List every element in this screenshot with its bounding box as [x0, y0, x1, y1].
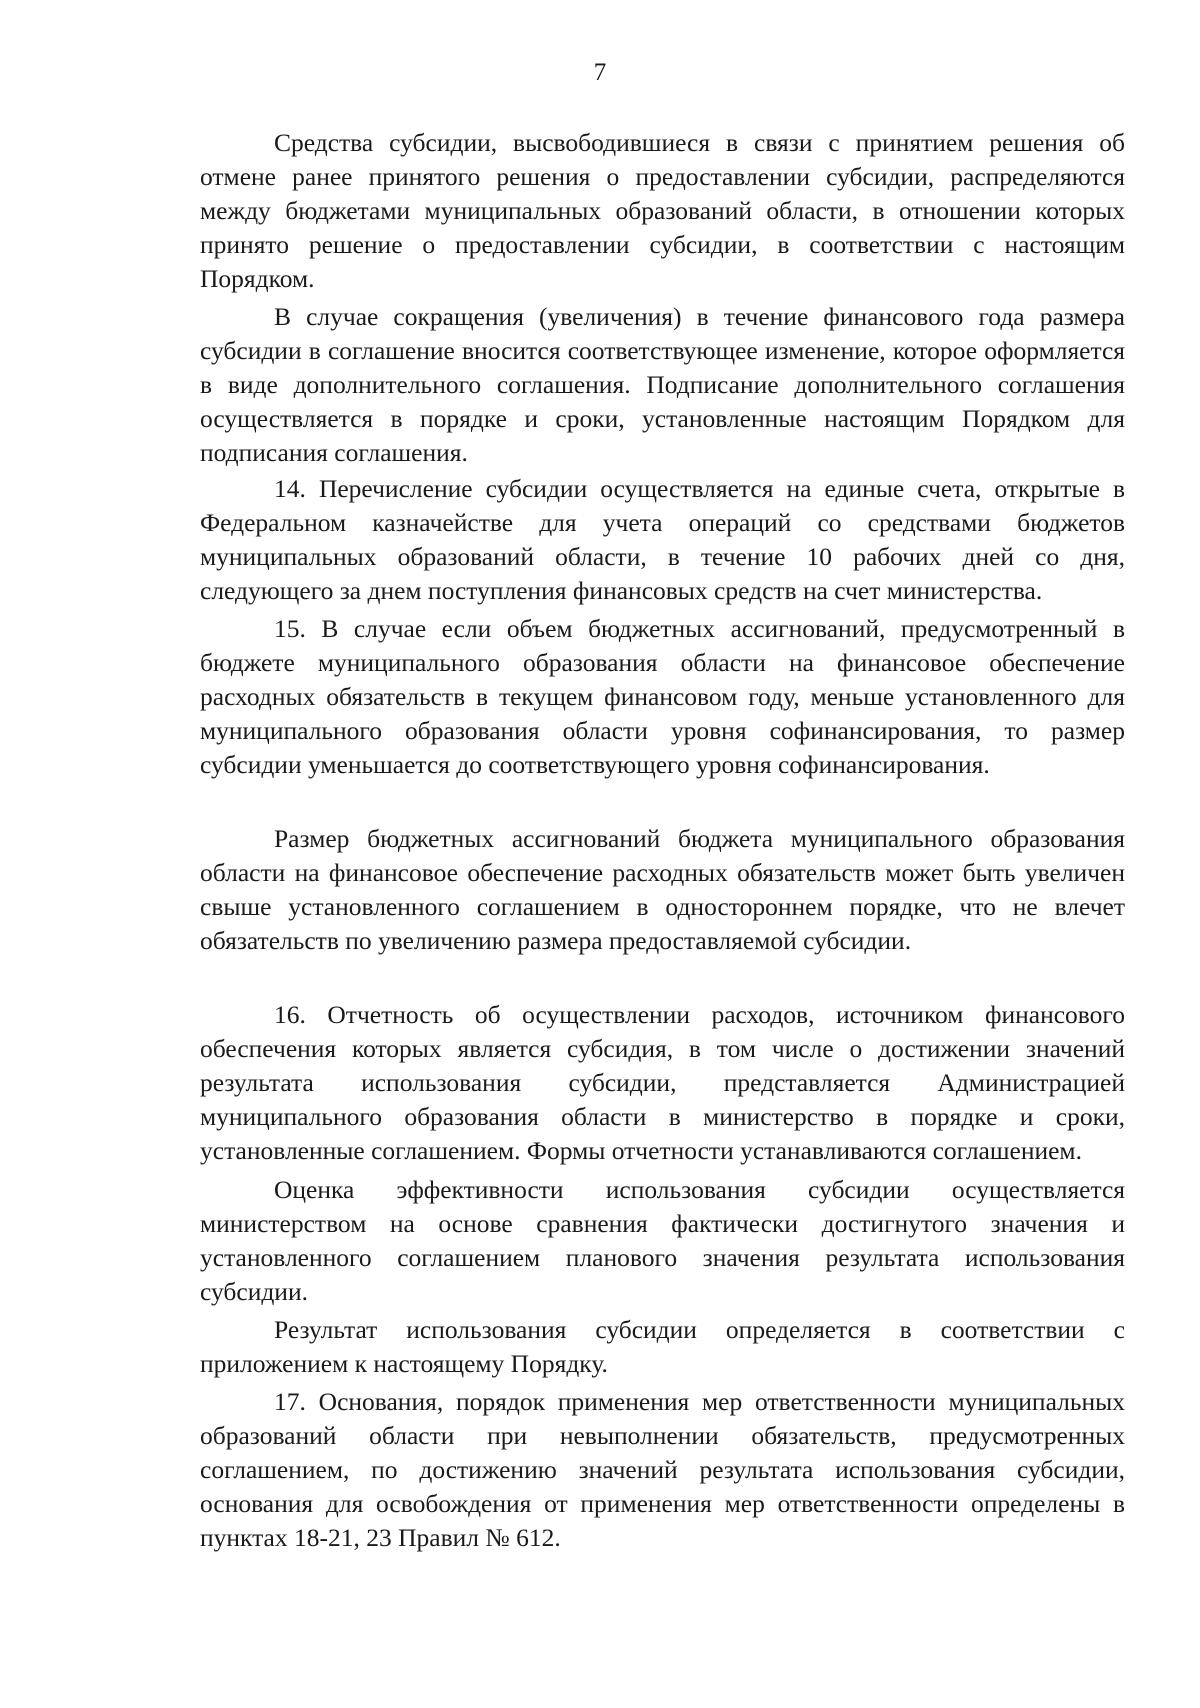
- paragraph-efficiency-assessment: Оценка эффективности использования субсидии осуществляется министерством на основе сравнения фактически достигнутого значения и установленного соглашением планового значения результата использования субсидии.: [200, 1175, 1125, 1306]
- paragraph-subsidy-change: В случае сокращения (увеличения) в течение финансового года размера субсидии в соглашение вносится соответствующее изменение, которое оформляется в виде дополнительного соглашения. Подписание дополнительного соглашения осуществляется в порядке и сроки, установленные настоящим Порядком для подписания соглашения.: [200, 302, 1125, 467]
- paragraph-released-funds: Средства субсидии, высвободившиеся в связи с принятием решения об отмене ранее принятого решения о предоставлении субсидии, распределяются между бюджетами муниципальных образований области, в отношении которых принято решение о предоставлении субсидии, в соответствии с настоящим Порядком.: [200, 128, 1125, 293]
- paragraph-result-definition: Результат использования субсидии определяется в соответствии с приложением к настоящему Порядку.: [200, 1315, 1125, 1378]
- paragraph-item-16: 16. Отчетность об осуществлении расходов, источником финансового обеспечения которых является субсидия, в том числе о достижении значений результата использования субсидии, представляется Администрацией муниципального образования области в министерство в порядке и сроки, установленные соглашением. Формы отчетности устанавливаются соглашением.: [200, 1000, 1125, 1165]
- page-number: 7: [593, 59, 607, 86]
- paragraph-budget-allocations: Размер бюджетных ассигнований бюджета муниципального образования области на финансовое обеспечение расходных обязательств может быть увеличен свыше установленного соглашением в одностороннем порядке, что не влечет обязательств по увеличению размера предоставляемой субсидии.: [200, 824, 1125, 955]
- paragraph-item-14: 14. Перечисление субсидии осуществляется на единые счета, открытые в Федеральном казначействе для учета операций со средствами бюджетов муниципальных образований области, в течение 10 рабочих дней со дня, следующего за днем поступления финансовых средств на счет министерства.: [200, 474, 1125, 605]
- paragraph-item-15: 15. В случае если объем бюджетных ассигнований, предусмотренный в бюджете муниципального образования области на финансовое обеспечение расходных обязательств в текущем финансовом году, меньше установленного для муниципального образования области уровня софинансирования, то размер субсидии уменьшается до соответствующего уровня софинансирования.: [200, 614, 1125, 779]
- paragraph-item-17: 17. Основания, порядок применения мер ответственности муниципальных образований области при невыполнении обязательств, предусмотренных соглашением, по достижению значений результата использования субсидии, основания для освобождения от применения мер ответственности определены в пунктах 18-21, 23 Правил № 612.: [200, 1387, 1125, 1552]
